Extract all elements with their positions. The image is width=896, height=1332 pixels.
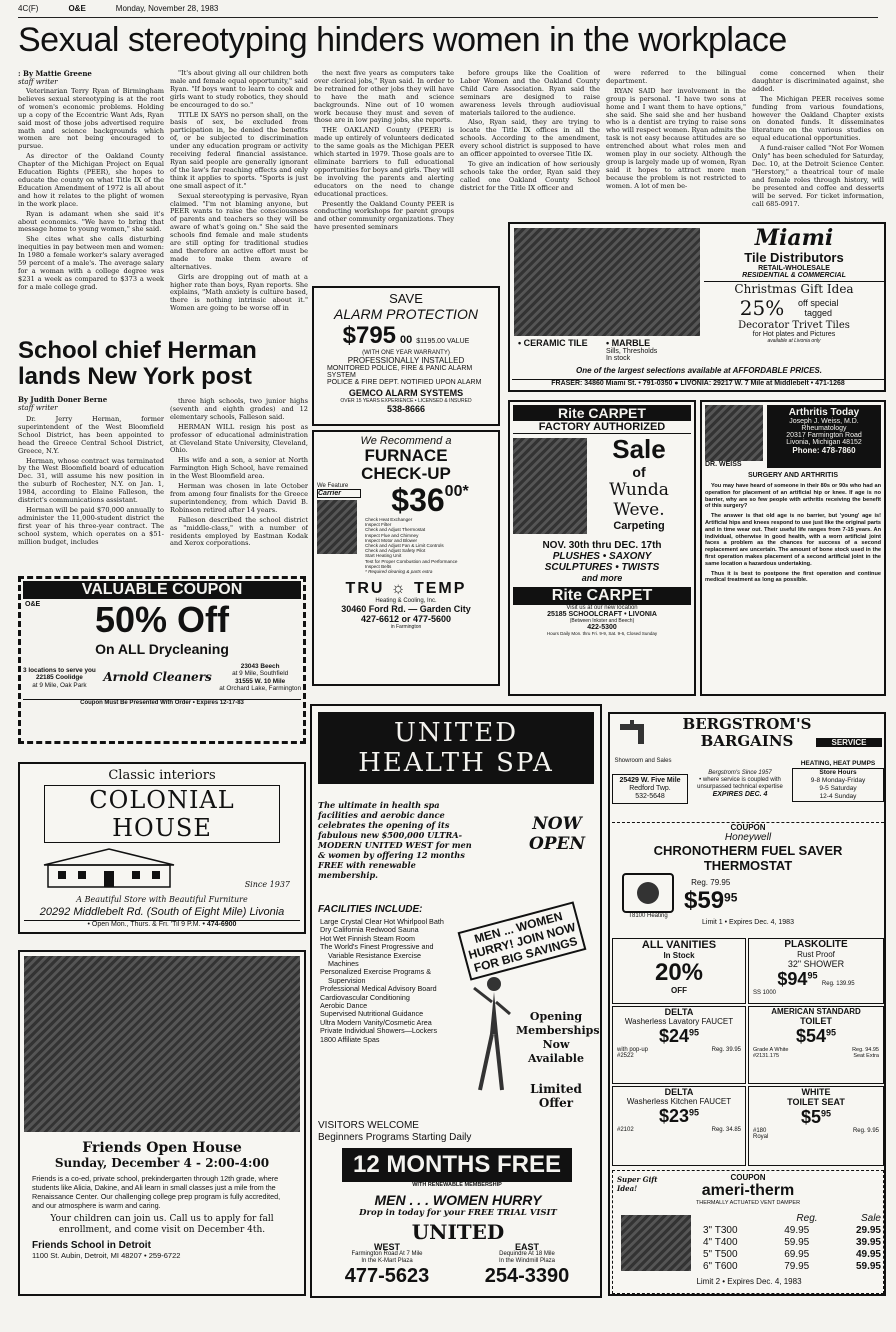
paragraph: Veterinarian Terry Ryan of Birmingham believes sexual stereotyping is at the root of women's economic problems. Holding up a copy of the Eccentric Want Ads, Ryan said most of those jobs advertised require math and science backgrounds which women are not being encouraged to pursue. (18, 88, 164, 151)
ameri-reg-header: Reg. (796, 1213, 818, 1224)
colonial-house-drawing (34, 845, 184, 889)
coupon-l3b: at Orchard Lake, Farmington (219, 685, 301, 693)
coupon-must: Coupon Must Be Presented With Order • Expires 12-17-83 (23, 699, 301, 706)
miami-ceramic: • CERAMIC TILE (518, 338, 588, 348)
delta-kit-reg: Reg. 34.85 (711, 1127, 741, 1133)
berg-thermostat: THERMOSTAT (703, 858, 793, 873)
furnace-in: in Farmington (390, 624, 422, 631)
furnace-title: FURNACE (364, 446, 448, 465)
spa-banner: MEN ... WOMEN HURRY! JOIN NOW FOR BIG SAVINGS (458, 901, 587, 980)
facility-item: Aerobic Dance (320, 1001, 368, 1011)
paragraph: Thus it is best to postpone the first operation and continue medical treatment as long as possible. (705, 570, 881, 584)
berg-since: Bergstrom's Since 1957 (708, 770, 772, 776)
rite-plushes: PLUSHES • SAXONY (552, 551, 652, 562)
delta-lav-price: $24 (658, 1026, 690, 1046)
seat-title: TOILET SEAT (787, 1097, 845, 1107)
paragraph: were referred to the bilingual department. (606, 70, 746, 85)
coupon-l2: 23043 Beech (240, 663, 280, 670)
paragraph: HERMAN WILL resign his post as professor of educational administration at Cleveland State University, Cleveland, Ohio. (170, 422, 308, 455)
page-number: 4C(F) (18, 4, 39, 13)
spa-visitors: VISITORS WELCOME (318, 1120, 419, 1131)
furnace-price-cents: 00* (444, 483, 469, 500)
paragraph: As director of the Oakland County Chapter of the Michigan Project on Equal Education Rights (PEER), she hopes to educate the county on what Title IX of the Education Amendment of 1972 is all about and how it relates to the plight of women in the work place. (18, 152, 164, 208)
delta-kit-brand: DELTA (664, 1087, 694, 1097)
friends-join: Your children can join us. Call us to apply for fall enrollment, and come visit on December 4th. (50, 1214, 274, 1235)
furnace-check: CHECK-UP (361, 464, 451, 483)
spa-west: WEST (374, 1242, 400, 1252)
paragraph: Ryan is adamant when she said it's about economics. "We have to bring that message home to young women," she said. (18, 209, 164, 234)
checklist-item: Test for Proper Combustion and Performance (365, 558, 458, 564)
facility-item: Dry California Redwood Sauna (320, 925, 419, 935)
spa-hurry: MEN . . . WOMEN HURRY (374, 1192, 542, 1208)
coupon-what: On ALL Drycleaning (95, 641, 229, 657)
dancer-figure (472, 974, 512, 1094)
coupon-l1b: at 9 Mile, Oak Park (32, 681, 87, 689)
toilet-title: TOILET (800, 1016, 832, 1026)
berg-addr: 25429 W. Five Mile (619, 777, 681, 784)
spa-intro: The ultimate in health spa facilities and aerobic dance celebrates the opening of its fabulous new $500,000 ULTRA-MODERN UNITED WEST for men & women by offering 12 months FREE with renewable membership. (318, 800, 472, 880)
miami-kind: RETAIL-WHOLESALE (758, 265, 830, 272)
ad-united-health-spa (310, 704, 602, 1298)
checklist-item: Start Heating Unit (365, 553, 402, 559)
paragraph: She cites what she calls disturbing inequities in pay between men and women: In 1980 a female worker's salary averaged 59 percent of a male's. The average salary for a woman with a college degree was $231 a week as compared to $373 a week for a male college grad. (18, 235, 164, 291)
paragraph: Girls are dropping out of math at a higher rate than boys, Ryan reports. She explains, "Math anxiety is culture based, there is nothing intrinsic about it." Women are going to be worse off in (170, 272, 308, 313)
spa-renew: WITH RENEWABLE MEMBERSHIP (412, 1182, 502, 1188)
toilet-reg: Reg. 94.95 (852, 1047, 879, 1053)
vanities-stock: In Stock (663, 951, 695, 960)
miami-sills: Sills, Thresholds (606, 348, 658, 355)
ad-rite-carpet (508, 400, 696, 696)
paragraph: Herman was chosen in late October from among four finalists for the Greece superintendency, from which David B. Robinson retired after 14 years. (170, 482, 308, 514)
checklist-item: Check Heat Exchanger (365, 517, 413, 522)
spa-name2: HEALTH SPA (358, 748, 554, 778)
damper-photo (621, 1215, 691, 1271)
toilet-seat: Seat Extra (853, 1053, 879, 1059)
delta-lav-model: #2522 (617, 1053, 634, 1059)
checklist-item: Inspect Motor and Blower (365, 537, 418, 543)
rite-auth: FACTORY AUTHORIZED (513, 421, 691, 434)
lead-column-5 (606, 70, 746, 220)
rite-hours: Hours Daily Mon. thru Fri. 9-9, Sat. 9-6, Closed Sunday (546, 631, 658, 636)
tile-photo (514, 228, 700, 336)
alarm-warranty: (WITH ONE YEAR WARRANTY) (362, 350, 450, 356)
shower-rust: Rust Proof (797, 950, 835, 959)
seat-model: #180 (753, 1128, 767, 1134)
berg-phone: 532-5648 (635, 793, 665, 800)
ameri-size: 3" T300 (703, 1225, 738, 1236)
rite-more: and more (581, 573, 623, 583)
rite-addr: 25185 SCHOOLCRAFT • LIVONIA (547, 611, 657, 618)
facility-item: 1800 Affiliate Spas (320, 1034, 380, 1044)
ad-miami-tile (508, 222, 886, 392)
alarm-price: $795 (342, 322, 397, 349)
facility-item: The World's Finest Progressive and Variable Resistance Exercise Machines (320, 942, 434, 969)
friends-name: Friends School in Detroit (32, 1240, 151, 1251)
spa-drop: Drop in today for your FREE TRIAL VISIT (359, 1208, 557, 1218)
ameri-size: 5" T500 (703, 1249, 738, 1260)
rite-brand: Wunda Weve. (609, 480, 669, 520)
shower-title: 32" SHOWER (787, 959, 845, 969)
berg-price: $59 (684, 886, 725, 914)
berg-city: Redford Twp. (629, 785, 671, 792)
lead-column-3 (314, 70, 454, 270)
friends-body: Friends is a co-ed, private school, prekindergarten through 12th grade, where students like Alicia, Dakine, and Ali learn in small classes just a mile from the Renaissance Center. Our challenging college prep program is fully accredited, and our atmosphere is warm and caring. (32, 1174, 281, 1210)
berg-h3: 12-4 Sunday (819, 793, 857, 800)
spa-beginners: Beginners Programs Starting Daily (318, 1132, 472, 1143)
checklist-item: Inspect Filter (365, 522, 392, 528)
faucet-icon (616, 720, 652, 760)
berg-chronotherm: CHRONOTHERM FUEL SAVER (653, 843, 843, 858)
lead-column-4 (460, 70, 600, 220)
seat-price-cents: 95 (821, 1108, 832, 1119)
miami-trivet2: for Hot plates and Pictures (752, 331, 836, 338)
facility-item: Supervised Nutritional Guidance (320, 1009, 424, 1019)
facility-item: Private Individual Showers—Lockers (320, 1026, 438, 1036)
ad-arthritis-today (700, 400, 886, 696)
paragraph: "It's about giving all our children both male and female equal opportunity," said Ryan. "If boys want to learn to cook and girls want to study robotics, they should be encouraged to do so." (170, 70, 308, 109)
rite-visit: Visit us at our new location (566, 605, 638, 611)
ad-colonial-house (18, 762, 306, 934)
spa-free: 12 MONTHS FREE (342, 1148, 572, 1182)
berg-service: SERVICE (816, 738, 882, 747)
carpet-photo (513, 438, 587, 534)
paragraph: Also, Ryan said, they are trying to locate the Title IX offices in all the schools. According to the amendment, every school district is supposed to have an officer appointed to oversee Title IX. (460, 118, 600, 159)
rite-logo-bottom: Rite CARPET (513, 587, 691, 605)
paragraph: the next five years as computers take over clerical jobs," Ryan said. In order to be retrained for other jobs they will have to have the math and science backgrounds. Nine out of 10 women work because they must and seven of those are in low paying jobs, she reports. (314, 70, 454, 125)
byline-role: staff writer (18, 404, 58, 412)
arth-addr2: Livonia, Michigan 48152 (786, 439, 862, 446)
berg-name2: BARGAINS (700, 732, 794, 750)
arth-doc: Joseph J. Weiss, M.D. (789, 418, 859, 425)
seat-price: $5 (800, 1107, 821, 1127)
paragraph: RYAN SAID her involvement in the group is personal. "I have two sons at home and I want them to have options," she said. She said she and her husband who is a dentist are trying to raise sons who will respect women. Ryan admits the task is not easy because attitudes are so entrenched about what roles men and women play in our society. Although the group is largely made up of women, Ryan said it hopes to attract more men because the problem is not restricted to women. A lot of men be- (606, 86, 746, 190)
rite-sale: Sale (612, 434, 666, 464)
berg-h2: 9-5 Saturday (819, 785, 857, 792)
rite-sculptures: SCULPTURES • TWISTS (544, 562, 660, 573)
toilet-brand: AMERICAN STANDARD (771, 1007, 861, 1016)
paragraph: TITLE IX SAYS no person shall, on the basis of sex, be excluded from participation in, be denied the benefits of, or be subjected to discrimination under any education program or activity receiving federal financial assistance. Ryan said people are generally ignorant of the law's far reaching effects and only think it applies to sports. "Sports is just one small aspect of it." (170, 110, 308, 190)
spa-east: EAST (514, 1242, 539, 1252)
ameri-reg: 79.95 (784, 1261, 810, 1272)
delta-kit-model: #2102 (617, 1127, 634, 1133)
berg-h1: 9-8 Monday-Friday (810, 777, 866, 784)
second-column-2 (170, 398, 308, 566)
spa-east-addr: Dequindre At 18 Mile (499, 1251, 555, 1257)
alarm-value: $1195.00 VALUE (416, 338, 470, 345)
furnace-feature: We Feature (317, 483, 349, 489)
shower-model: SS 1000 (753, 990, 777, 996)
berg-showroom: Showroom and Sales (614, 758, 672, 764)
facility-item: Professional Medical Advisory Board (320, 984, 437, 994)
alarm-price-cents: 00 (400, 334, 413, 346)
paragraph: You may have heard of someone in their 80s or 90s who had an operation for placement of an artificial hip or knee. If age is no barrier, why are so few people with arthritis receiving the benefit of this surgery? (705, 483, 881, 510)
checklist-item: Inspect Flue and Chimney (365, 532, 419, 538)
paragraph: before groups like the Coalition of Labor Women and the Oakland County Child Care Association. Ryan said the seminars are designed to raise awareness levels through audiovisual materials tailored to the audience. (460, 70, 600, 117)
coupon-title: VALUABLE COUPON (23, 581, 301, 599)
colonial-since: Since 1937 (244, 880, 290, 889)
spa-east-phone: 254-3390 (484, 1265, 570, 1287)
ameri-thermal: THERMALLY ACTUATED VENT DAMPER (695, 1200, 801, 1206)
shower-reg: Reg. 139.95 (821, 981, 855, 987)
rite-dates: NOV. 30th thru DEC. 17th (542, 540, 662, 551)
berg-service-note: • where service is coupled with unsurpassed technical expertise (697, 777, 783, 790)
ad-friends-school (18, 950, 306, 1296)
berg-model: T8100 Heating (628, 913, 668, 919)
facility-item: Cardiovascular Conditioning (320, 992, 410, 1002)
arnold-cleaners-logo: Arnold Cleaners (103, 670, 212, 685)
lead-headline: Sexual stereotyping hinders women in the workplace (18, 21, 787, 59)
byline-name: By Judith Doner Berne (18, 395, 108, 404)
berg-heat: HEATING, HEAT PUMPS (800, 760, 876, 767)
facility-item: Ultra Modern Vanity/Cosmetic Area (320, 1017, 432, 1027)
vanities-title: ALL VANITIES (641, 939, 717, 951)
miami-off: off special tagged (798, 298, 839, 318)
arth-addr1: 20317 Farmington Road (786, 432, 862, 439)
ameri-coupon: COUPON (730, 1173, 766, 1182)
ad-gemco-alarm (312, 286, 500, 426)
shower-price: $94 (777, 969, 808, 989)
school-photo (24, 956, 300, 1132)
berg-reg: Reg. 79.95 (691, 877, 731, 887)
delta-lav-price-cents: 95 (689, 1027, 700, 1038)
alarm-bullet: POLICE & FIRE DEPT. NOTIFIED UPON ALARM (327, 379, 482, 386)
arth-title: Arthritis Today (788, 407, 860, 418)
colonial-name: COLONIAL HOUSE (44, 785, 280, 843)
rite-of: of (632, 464, 646, 480)
alarm-phone: 538-8666 (386, 404, 426, 414)
spa-west-phone: 477-5623 (344, 1265, 430, 1287)
alarm-bullet: MONITORED POLICE, FIRE & PANIC ALARM SYSTEM (327, 365, 473, 379)
miami-addr: FRASER: 34860 Miami St. • 791-0350 ● LIVONIA: 29217 W. 7 Mile at Middlebelt • 471-1268 (512, 379, 884, 387)
coupon-l2b: at 9 Mile, Southfield (232, 670, 289, 678)
colonial-addr: 20292 Middlebelt Rd. (South of Eight Mile) (39, 906, 247, 918)
doctor-portrait (705, 405, 763, 461)
paragraph: come concerned when their daughter is discriminated against, she added. (752, 70, 884, 93)
coupon-l3: 31555 W. 10 Mile (235, 677, 286, 685)
paragraph: Herman will be paid $70,000 annually to administer the 11,000-student district the first year of his three-year contract. The school system, which operates on a $51-million budget, includes (18, 505, 164, 546)
furnace-unit-image (317, 500, 357, 554)
colonial-city: Livonia (249, 906, 285, 918)
alarm-years: OVER 15 YEARS EXPERIENCE • LICENSED & INSURED (340, 398, 472, 404)
checklist-note: * Required cleaning & parts extra (365, 569, 433, 575)
berg-limit: Limit 1 • Expires Dec. 4, 1983 (702, 919, 794, 926)
delta-lav-reg: Reg. 39.95 (711, 1047, 741, 1053)
ameri-reg: 59.95 (784, 1237, 810, 1248)
alarm-installed: PROFESSIONALLY INSTALLED (347, 356, 465, 365)
second-column-1 (18, 416, 164, 566)
alarm-company: GEMCO ALARM SYSTEMS (348, 388, 464, 398)
berg-price-cents: 95 (724, 890, 738, 905)
checklist-item: Check and Adjust Thermostat (365, 527, 426, 533)
furnace-recommend: We Recommend a (360, 435, 452, 447)
paragraph: The answer is that old age is no barrier, but 'young' age is! Artificial hips and knees respond to use just like the original parts and in time wear out. Their useful life ranges from 7-15 years. An individual, otherwise in good health, with a worn artificial joint faces a problem as the chances for success of a second replacement are uncertain. The amount of bone stock used in the first operation makes placement of a second artificial joint in the same location a hazardous undertaking. (705, 513, 881, 567)
delta-lav-title: Washerless Lavatory FAUCET (624, 1017, 734, 1026)
friends-addr: 1100 St. Aubin, Detroit, MI 48207 • 259-6722 (32, 1251, 181, 1260)
miami-xmas: Christmas Gift Idea (704, 281, 884, 296)
miami-trivet: Decorator Trivet Tiles (738, 320, 850, 331)
seat-royal: Royal (753, 1134, 769, 1140)
toilet-price-cents: 95 (826, 1027, 837, 1038)
miami-largest: One of the largest selections available at AFFORDABLE PRICES. (576, 366, 822, 375)
ad-tru-temp-furnace (312, 430, 500, 686)
facility-item: Personalized Exercise Programs & Supervision (320, 967, 432, 985)
vanities-off: OFF (671, 986, 687, 995)
furnace-phone: 427-6612 or 477-5600 (360, 614, 452, 625)
toilet-grade: Grade A White (753, 1047, 789, 1053)
ad-drycleaning-coupon (18, 576, 306, 744)
ameri-super: Super Gift Idea! (617, 1175, 658, 1193)
furnace-company: TRU ☼ TEMP (345, 580, 467, 598)
berg-coupon: COUPON (730, 823, 766, 832)
ameri-reg: 49.95 (784, 1225, 810, 1236)
colonial-tag: A Beautiful Store with Beautiful Furniture (76, 895, 248, 904)
delta-kit-price-cents: 95 (689, 1107, 700, 1118)
coupon-pct: 50% Off (94, 599, 230, 640)
checklist-item: Check and Adjust Safety Pilot (365, 548, 426, 554)
ameri-size: 4" T400 (703, 1237, 738, 1248)
paragraph: three high schools, two junior highs (seventh and eighth grades) and 12 elementary schools, Falleson said. (170, 398, 308, 421)
furnace-sub: Heating & Cooling, Inc. (375, 598, 437, 605)
paragraph: THE OAKLAND County (PEER) is made up entirely of volunteers dedicated to the same goals as the Michigan PEER which started in 1979. Those goals are to eliminate barriers to full educational opportunities for boys and girls. They will be involving the parents and alerting educators on the need to change educational practices. (314, 126, 454, 198)
checklist-item: Inspect Belts (365, 563, 392, 569)
miami-pct: 25% (739, 296, 785, 320)
spa-east-plaza: In the Windmill Plaza (498, 1258, 556, 1264)
byline-name: : By Mattie Greene (18, 69, 92, 78)
paragraph: To give an indication of how seriously schools take the order, Ryan said they called one Oakland County School district for the Title IX officer and (460, 159, 600, 192)
coupon-loc: 3 locations to serve you (23, 666, 96, 674)
friends-title: Friends Open House (82, 1140, 242, 1156)
berg-name1: BERGSTROM'S (682, 715, 812, 733)
friends-when: Sunday, December 4 - 2:00-4:00 (54, 1156, 270, 1170)
delta-kit-title: Washerless Kitchen FAUCET (626, 1097, 732, 1106)
spa-west-plaza: In the K-Mart Plaza (361, 1258, 413, 1264)
paragraph: Herman, whose contract was terminated by the West Bloomfield board of education Dec. 31, will assume his new position in the suburb of Rochester, N.Y. on Jan. 1, 1984, according to Elaine Falleson, the district's communications assistant. (18, 456, 164, 505)
spa-now-open: NOW OPEN (528, 814, 586, 854)
paragraph: Dr. Jerry Herman, former superintendent of the West Bloomfield School District, has been appointed to head the Greece Central School District, Greece, N.Y. (18, 416, 164, 455)
coupon-oe: O&E (25, 601, 41, 608)
miami-stock: In stock (606, 355, 631, 362)
ameri-limit: Limit 2 • Expires Dec. 4, 1983 (696, 1277, 802, 1286)
vanities-pct: 20% (654, 959, 704, 986)
rite-logo: Rite CARPET (513, 405, 691, 421)
ad-bergstroms-bargains (608, 712, 886, 1296)
paragraph: Sexual stereotyping is pervasive, Ryan claimed. "I'm not blaming anyone, but PEER wants to raise the consciousness of parents and teachers so they will be aware of what's going on." She said the schools find female and male students are still opting for traditional studies and therefore an active effort must be made to make them aware of alternatives. (170, 191, 308, 271)
doctor-name: DR. WEISS (705, 461, 742, 468)
spa-name-footer: UNITED (411, 1220, 505, 1244)
berg-expires: EXPIRES DEC. 4 (712, 791, 768, 798)
colonial-classic: Classic interiors (108, 768, 216, 783)
issue-date: Monday, November 28, 1983 (115, 4, 219, 13)
toilet-price: $54 (795, 1026, 827, 1046)
section-name: O&E (68, 4, 86, 13)
spa-limited: Limited Offer (530, 1082, 582, 1110)
spa-name1: UNITED (393, 718, 519, 748)
rite-phone: 422-5300 (587, 624, 617, 631)
second-byline (18, 396, 164, 412)
seat-white: WHITE (801, 1087, 831, 1097)
ameri-logo: ameri-therm (701, 1182, 795, 1199)
spa-opening: Opening Memberships Now Available (516, 1010, 600, 1065)
facility-item: Hot Wet Finnish Steam Room (320, 933, 415, 943)
shower-brand: PLASKOLITE (784, 939, 848, 950)
paragraph: His wife and a son, a senior at North Farmington High School, have remained in the West Bloomfield area. (170, 456, 308, 481)
alarm-save: SAVE (389, 291, 423, 306)
colonial-phone: • 474-6900 (202, 921, 237, 928)
miami-marble: • MARBLE (606, 338, 651, 348)
paragraph: A fund-raiser called "Not For Women Only" has been scheduled for Saturday, Dec. 10, at the Detroit Science Center. "Herstory," a theatrical tour of male and female roles through history, will be presented and coffee and desserts will be served. For ticket information, call 685-0917. (752, 144, 884, 208)
arth-spec: Rheumatology (801, 425, 847, 432)
rite-carpeting: Carpeting (613, 520, 665, 532)
furnace-price: $36 (391, 482, 445, 518)
spa-west-addr: Farmington Road At 7 Mile (351, 1251, 423, 1257)
paragraph: The Michigan PEER receives some funding from various foundations, however the Oakland Chapter exists on donated funds. It disseminates literature on the various studies on equal educational opportunities. (752, 94, 884, 143)
spa-facilities-title: FACILITIES INCLUDE: (318, 904, 423, 915)
berg-honeywell: Honeywell (724, 832, 772, 843)
coupon-l1: 22185 Coolidge (35, 674, 83, 682)
ameri-sale: 29.95 (855, 1225, 881, 1236)
page-folio (18, 4, 878, 18)
ameri-sale-header: Sale (860, 1213, 881, 1224)
ameri-sale: 39.95 (855, 1237, 881, 1248)
miami-avail: available at Livonia only (767, 338, 821, 344)
ameri-reg: 69.95 (784, 1249, 810, 1260)
delta-lav-popup: with pop-up (617, 1047, 649, 1053)
delta-kit-price: $23 (658, 1106, 690, 1126)
byline-role: staff writer (18, 78, 58, 86)
berg-hours: Store Hours (819, 769, 857, 776)
ameri-sale: 49.95 (855, 1249, 881, 1260)
shower-price-cents: 95 (807, 970, 818, 981)
thermostat-icon (622, 873, 674, 913)
rite-between: (Between Inkster and Beech) (569, 618, 635, 624)
lead-byline (18, 70, 164, 86)
lead-column-2 (170, 70, 308, 336)
furnace-addr: 30460 Ford Rd. — Garden City (341, 604, 471, 615)
miami-tile: Tile Distributors (744, 250, 844, 265)
facility-item: Large Crystal Clear Hot Whirlpool Bath (320, 917, 444, 926)
paragraph: Falleson described the school district as "middle-class," with a number of residents employed by Eastman Kodak and Xerox corporations. (170, 515, 308, 548)
ameri-sale: 59.95 (855, 1261, 881, 1272)
arth-phone: Phone: 478-7860 (792, 446, 856, 455)
paragraph: Presently the Oakland County PEER is conducting workshops for parent groups and other community organizations. They have presented seminars (314, 199, 454, 232)
seat-reg: Reg. 9.95 (852, 1128, 879, 1134)
lead-column-1 (18, 88, 164, 336)
delta-lav-brand: DELTA (664, 1007, 694, 1017)
colonial-hours: • Open Mon., Thurs. & Fri. 'Til 9 P.M. (87, 921, 201, 928)
alarm-line: ALARM PROTECTION (334, 306, 478, 322)
second-headline: School chief Herman lands New York post (18, 337, 257, 390)
miami-kind2: RESIDENTIAL & COMMERCIAL (742, 272, 846, 279)
miami-logo: Miami (754, 225, 834, 251)
checklist-item: Check and Adjust Fan & Limit Controls (365, 543, 444, 549)
ameri-size: 6" T600 (703, 1261, 738, 1272)
arth-topic: SURGERY AND ARTHRITIS (747, 472, 839, 479)
lead-column-6 (752, 70, 884, 220)
furnace-brand: Carrier (317, 489, 361, 498)
toilet-model: #2131.175 (753, 1053, 779, 1059)
